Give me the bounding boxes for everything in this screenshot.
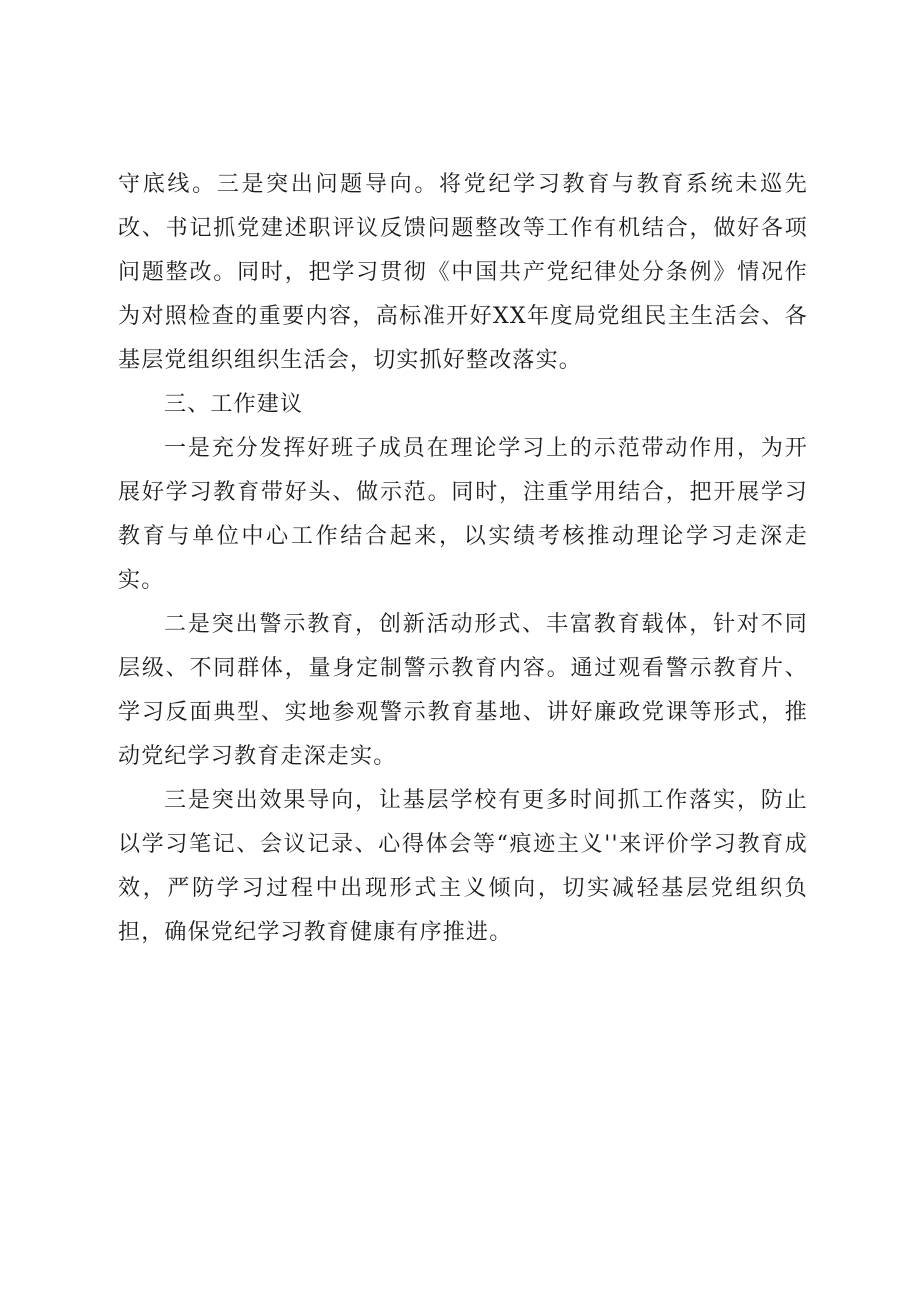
- paragraph-suggestion-2: 二是突出警示教育，创新活动形式、丰富教育载体，针对不同层级、不同群体，量身定制警示教育内容。通过观看警示教育片、学习反面典型、实地参观警示教育基地、讲好廉政党课等形式，推动党纪学习教育走深走实。: [118, 612, 808, 769]
- document-body: [118, 163, 808, 955]
- paragraph-suggestion-1: 一是充分发挥好班子成员在理论学习上的示范带动作用，为开展好学习教育带好头、做示范。同时，注重学用结合，把开展学习教育与单位中心工作结合起来，以实绩考核推动理论学习走深走实。: [118, 436, 808, 593]
- paragraph-suggestion-3: 三是突出效果导向，让基层学校有更多时间抓工作落实，防止以学习笔记、会议记录、心得体会等“痕迹主义''来评价学习教育成效，严防学习过程中出现形式主义倾向，切实减轻基层党组织负担，确保党纪学习教育健康有序推进。: [118, 788, 808, 945]
- section-heading: 三、工作建议: [164, 392, 304, 417]
- paragraph-continuation: 守底线。三是突出问题导向。将党纪学习教育与教育系统未巡先改、书记抓党建述职评议反馈问题整改等工作有机结合，做好各项问题整改。同时，把学习贯彻《中国共产党纪律处分条例》情况作为对照检查的重要内容，高标准开好XX年度局党组民主生活会、各基层党组织组织生活会，切实抓好整改落实。: [118, 172, 808, 373]
